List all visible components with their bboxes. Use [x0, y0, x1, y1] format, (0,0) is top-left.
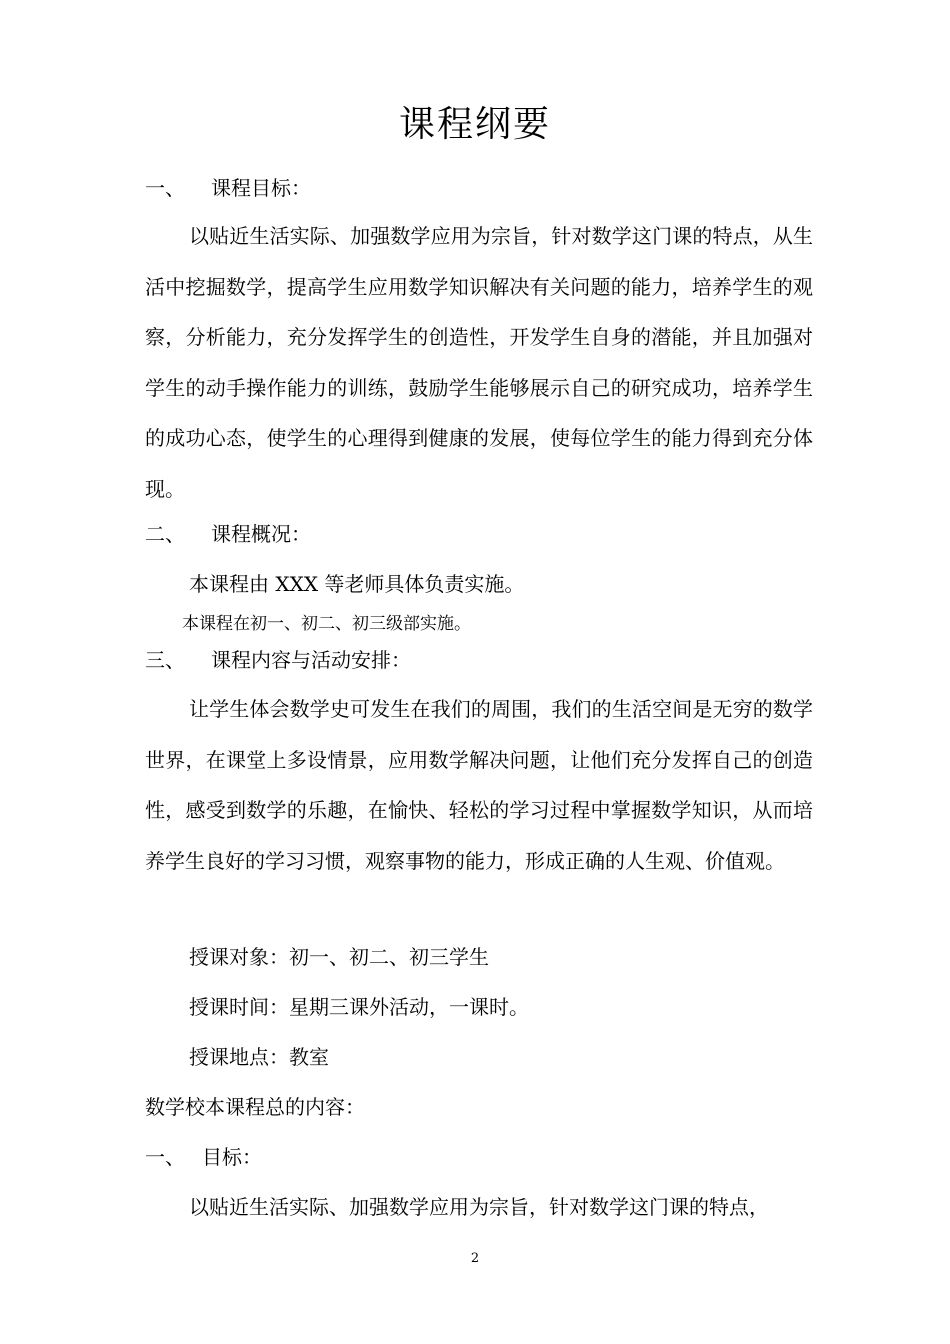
section-3-number: 三、: [145, 648, 185, 672]
summary-section-1-label: 目标：: [202, 1145, 262, 1169]
summary-section-1-heading: [145, 1142, 262, 1172]
course-audience: 授课对象：初一、初二、初三学生: [189, 945, 489, 969]
section-2-label: 课程概况：: [211, 522, 311, 546]
course-place: 授课地点：教室: [189, 1045, 329, 1069]
course-time: 授课时间：星期三课外活动，一课时。: [189, 995, 529, 1019]
section-2-line-1: 本课程由 XXX 等老师具体负责实施。: [189, 572, 525, 596]
section-1-heading: [145, 173, 311, 203]
section-3-label: 课程内容与活动安排：: [211, 648, 411, 672]
summary-section-1-number: 一、: [145, 1145, 185, 1169]
page-number: 2: [470, 1251, 480, 1266]
section-2-number: 二、: [145, 522, 185, 546]
summary-section-1-paragraph: 以贴近生活实际、加强数学应用为宗旨，针对数学这门课的特点，: [189, 1195, 769, 1219]
section-1-paragraph: 以贴近生活实际、加强数学应用为宗旨，针对数学这门课的特点，从生活中挖掘数学，提高学生应用数学知识解决有关问题的能力，培养学生的观察，分析能力，充分发挥学生的创造性，开发学生自身的潜能，并且加强对学生的动手操作能力的训练，鼓励学生能够展示自己的研究成功，培养学生的成功心态，使学生的心理得到健康的发展，使每位学生的能力得到充分体现。: [145, 224, 813, 501]
section-2-line-2: 本课程在初一、初二、初三级部实施。: [182, 614, 471, 634]
section-2-heading: [145, 519, 311, 549]
page-title: 课程纲要: [398, 104, 551, 145]
section-1-label: 课程目标：: [211, 176, 311, 200]
section-3-heading: [145, 645, 411, 675]
section-3-paragraph: 让学生体会数学史可发生在我们的周围，我们的生活空间是无穷的数学世界，在课堂上多设情景，应用数学解决问题，让他们充分发挥自己的创造性，感受到数学的乐趣，在愉快、轻松的学习过程中掌握数学知识，从而培养学生良好的学习习惯，观察事物的能力，形成正确的人生观、价值观。: [145, 697, 813, 873]
summary-heading: 数学校本课程总的内容：: [145, 1095, 365, 1119]
section-1-number: 一、: [145, 176, 185, 200]
